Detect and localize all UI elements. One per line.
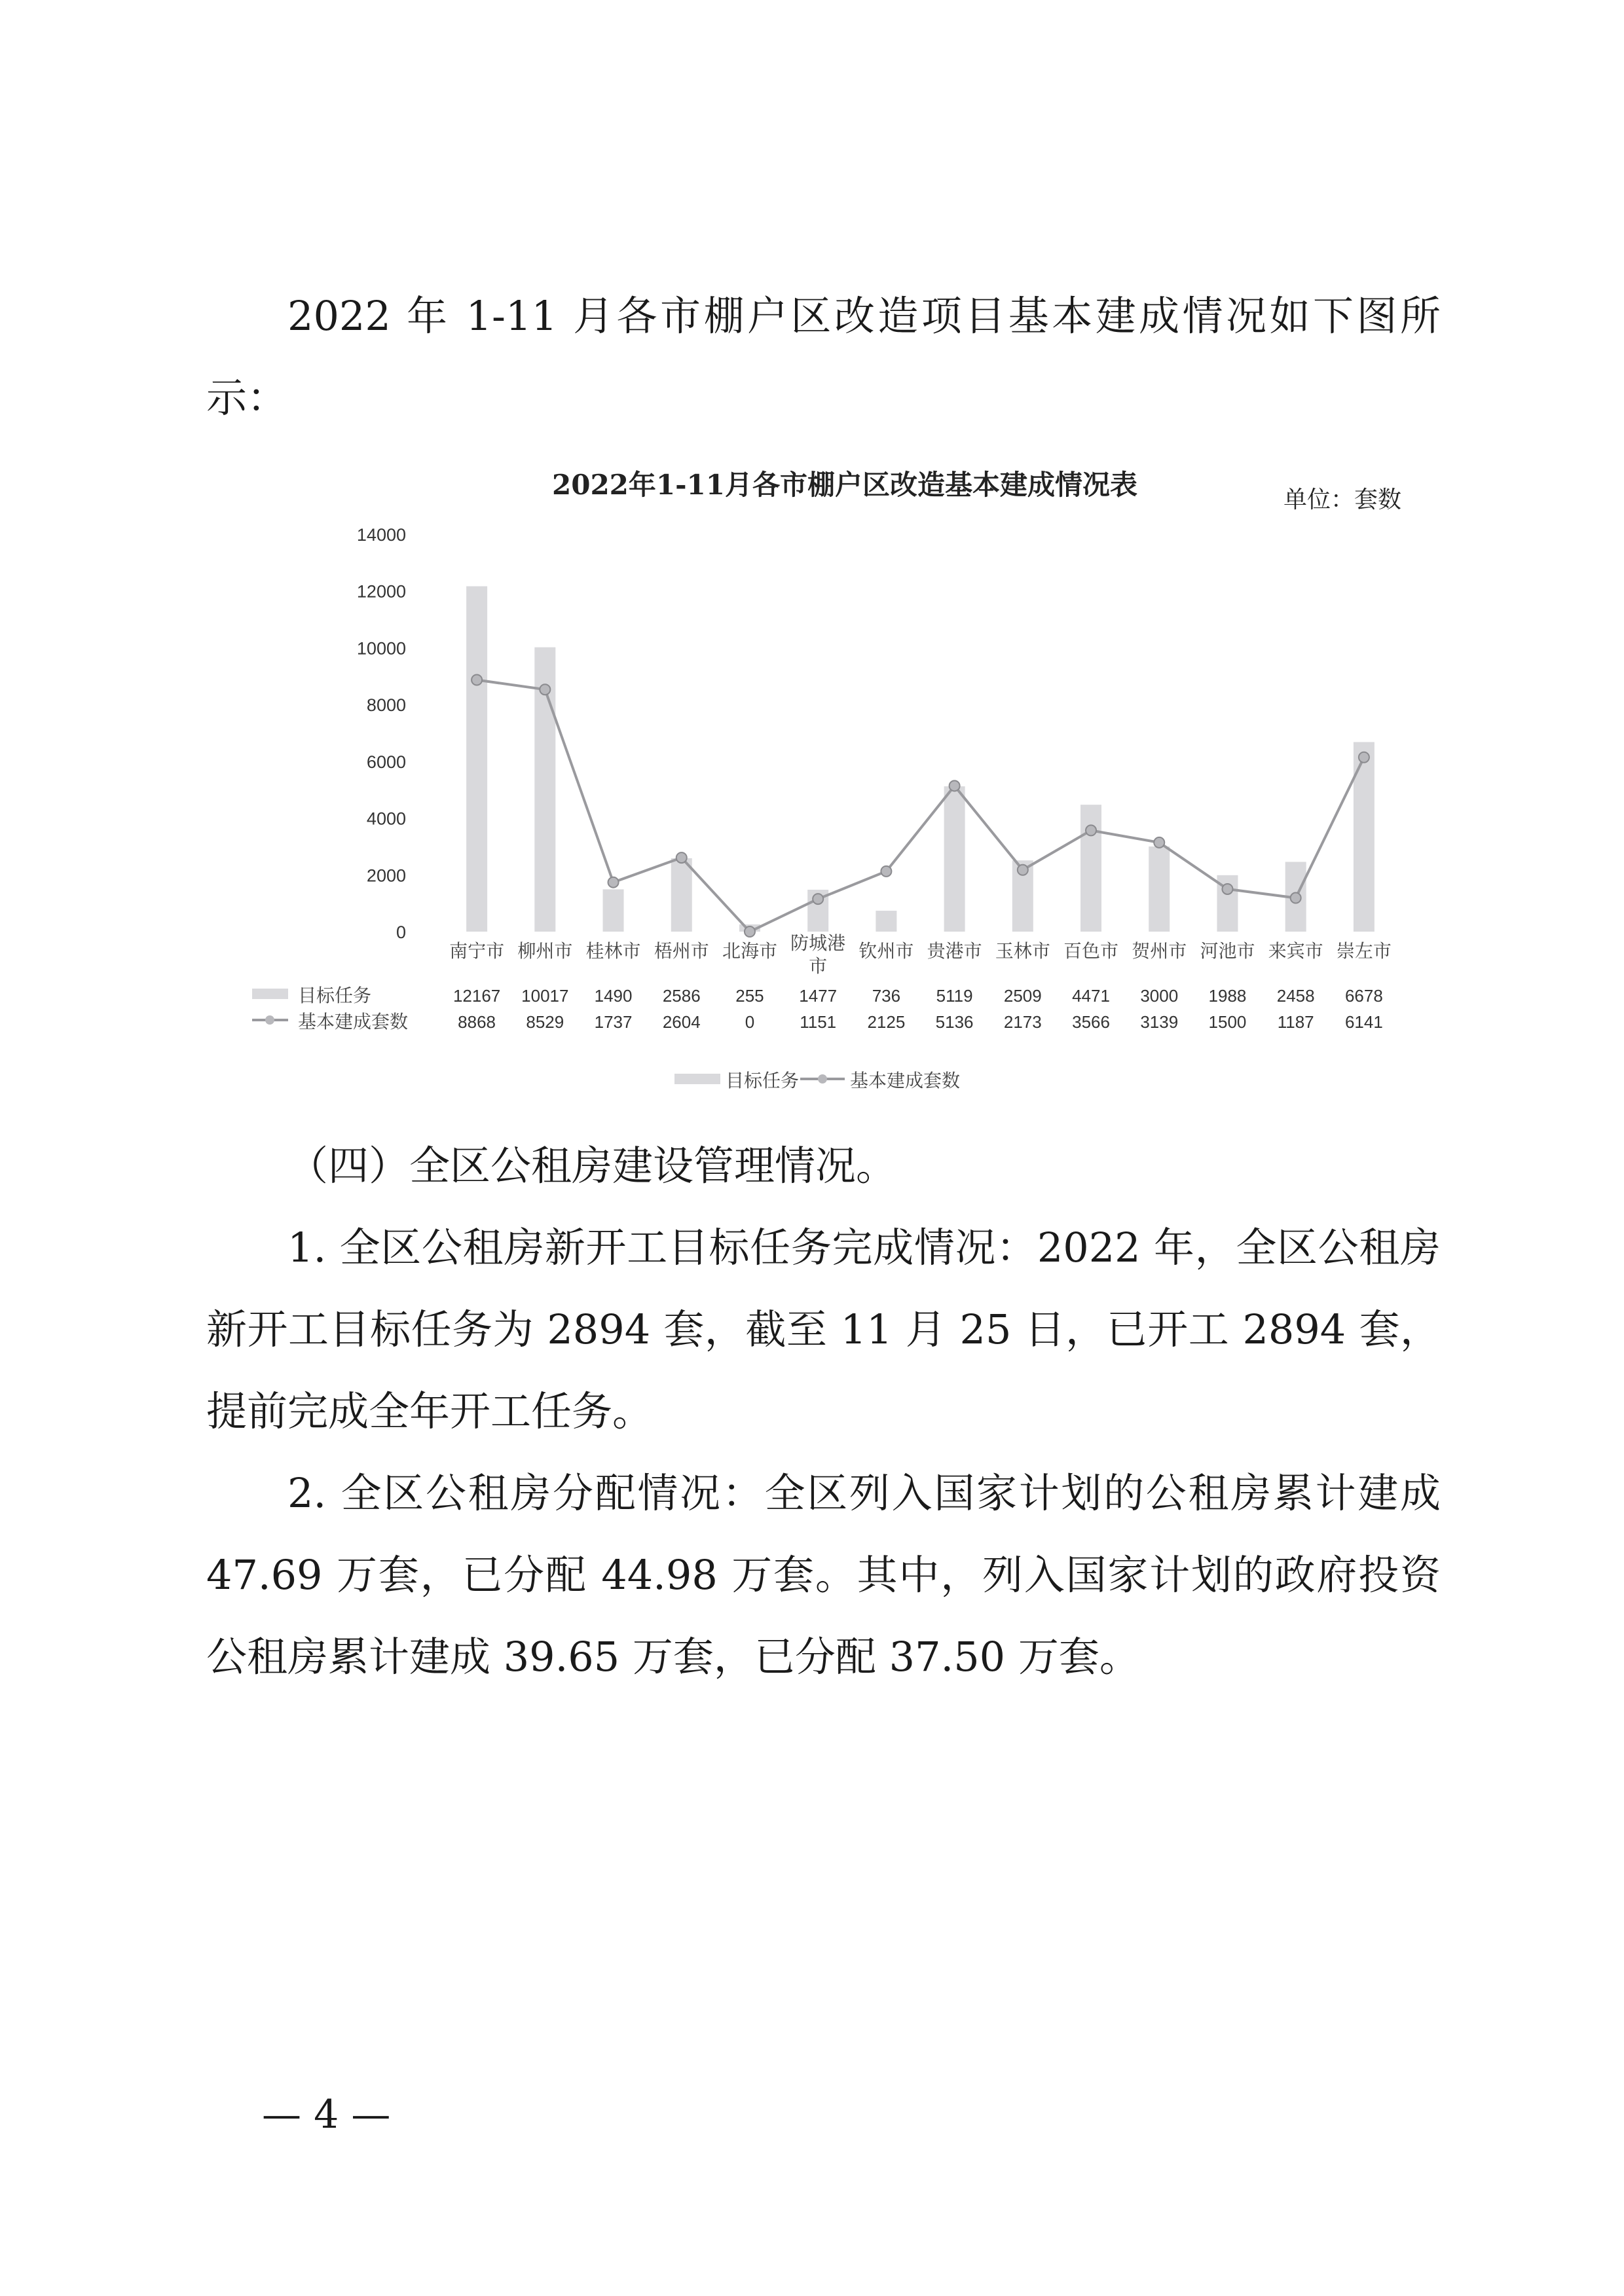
line-point xyxy=(676,852,687,863)
y-tick-label: 12000 xyxy=(356,581,406,602)
table-cell: 5136 xyxy=(935,1012,974,1032)
paragraph-2: 2. 全区公租房分配情况：全区列入国家计划的公租房累计建成 47.69 万套，已分配 44.98 万套。其中，列入国家计划的政府投资公租房累计建成 39.65 万套，已分配 37.50 万套。 xyxy=(206,1469,1441,1681)
bar-target xyxy=(1080,805,1101,932)
category-label: 贺州市 xyxy=(1132,940,1187,962)
table-cell: 8868 xyxy=(458,1012,496,1032)
table-cell: 2125 xyxy=(867,1012,906,1032)
category-label: 崇左市 xyxy=(1336,940,1392,962)
line-point xyxy=(1018,865,1028,875)
table-cell: 12167 xyxy=(452,986,501,1006)
shantytown-chart xyxy=(0,0,1624,1126)
category-label: 南宁市 xyxy=(449,940,505,962)
category-label: 梧州市 xyxy=(654,940,709,962)
line-point xyxy=(1154,837,1164,848)
table-cell: 1187 xyxy=(1277,1012,1314,1032)
legend-marker-icon xyxy=(818,1074,827,1084)
table-cell: 4471 xyxy=(1072,986,1110,1006)
y-tick-label: 0 xyxy=(396,922,406,942)
table-cell: 1151 xyxy=(800,1012,837,1032)
chart-title: 2022年1-11月各市棚户区改造基本建成情况表 xyxy=(552,469,1137,501)
section-heading: （四）全区公租房建设管理情况。 xyxy=(287,1142,897,1190)
table-cell: 3000 xyxy=(1140,986,1179,1006)
y-tick-label: 2000 xyxy=(366,866,406,886)
category-label: 防城港 xyxy=(790,932,846,954)
line-point xyxy=(745,926,755,937)
table-cell: 1737 xyxy=(594,1012,633,1032)
line-point xyxy=(1222,884,1232,894)
table-cell: 3139 xyxy=(1140,1012,1179,1032)
table-cell: 1500 xyxy=(1208,1012,1247,1032)
table-cell: 736 xyxy=(872,986,901,1006)
table-cell: 2604 xyxy=(662,1012,701,1032)
table-cell: 8529 xyxy=(526,1012,564,1032)
table-cell: 2458 xyxy=(1276,986,1315,1006)
table-cell: 1490 xyxy=(594,986,633,1006)
category-label-cont: 市 xyxy=(809,955,828,977)
line-point xyxy=(1359,752,1369,763)
y-tick-label: 14000 xyxy=(356,525,406,545)
line-point xyxy=(813,894,823,904)
category-label: 北海市 xyxy=(722,940,777,962)
table-legend-bar-icon xyxy=(252,989,288,999)
category-label: 来宾市 xyxy=(1268,940,1323,962)
category-label: 百色市 xyxy=(1063,940,1119,962)
category-label: 贵港市 xyxy=(927,940,982,962)
line-point xyxy=(540,684,550,695)
table-cell: 3566 xyxy=(1072,1012,1110,1032)
table-cell: 6141 xyxy=(1344,1012,1383,1032)
category-label: 桂林市 xyxy=(585,940,641,962)
table-cell: 10017 xyxy=(521,986,569,1006)
paragraph-1: 1. 全区公租房新开工目标任务完成情况：2022 年，全区公租房新开工目标任务为 2894 套，截至 11 月 25 日，已开工 2894 套，提前完成全年开工任务。 xyxy=(206,1224,1441,1435)
bar-target xyxy=(466,586,487,932)
y-tick-label: 4000 xyxy=(366,809,406,829)
table-cell: 255 xyxy=(735,986,764,1006)
line-point xyxy=(1086,825,1096,835)
y-tick-label: 10000 xyxy=(356,638,406,659)
legend-label-target: 目标任务 xyxy=(726,1070,800,1091)
table-cell: 1477 xyxy=(799,986,838,1006)
table-legend-marker-icon xyxy=(265,1015,274,1025)
line-point xyxy=(471,675,482,685)
line-point xyxy=(1291,893,1301,903)
intro-paragraph: 2022 年 1-11 月各市棚户区改造项目基本建成情况如下图所示： xyxy=(206,292,1441,422)
legend-bar-icon xyxy=(674,1074,720,1084)
category-label: 玉林市 xyxy=(995,940,1050,962)
category-label: 河池市 xyxy=(1200,940,1255,962)
bar-target xyxy=(944,786,965,932)
table-cell: 5119 xyxy=(936,986,973,1006)
table-cell: 2586 xyxy=(662,986,701,1006)
legend-label-completed: 基本建成套数 xyxy=(850,1070,961,1091)
bar-target xyxy=(1149,847,1170,932)
line-point xyxy=(608,877,619,888)
chart-unit: 单位：套数 xyxy=(1283,486,1402,513)
table-row-label: 目标任务 xyxy=(298,985,372,1006)
category-label: 柳州市 xyxy=(517,940,573,962)
bar-target xyxy=(603,889,624,932)
category-label: 钦州市 xyxy=(858,940,914,962)
bar-target xyxy=(876,911,896,932)
table-cell: 2173 xyxy=(1003,1012,1042,1032)
line-point xyxy=(950,780,960,791)
table-cell: 0 xyxy=(745,1012,755,1032)
bar-target xyxy=(671,858,692,932)
table-cell: 6678 xyxy=(1344,986,1383,1006)
y-tick-label: 6000 xyxy=(366,752,406,772)
table-cell: 1988 xyxy=(1208,986,1247,1006)
table-row-label: 基本建成套数 xyxy=(298,1011,409,1032)
page-number: — 4 — xyxy=(262,2092,391,2138)
y-tick-label: 8000 xyxy=(366,695,406,716)
line-point xyxy=(881,866,891,877)
table-cell: 2509 xyxy=(1003,986,1042,1006)
